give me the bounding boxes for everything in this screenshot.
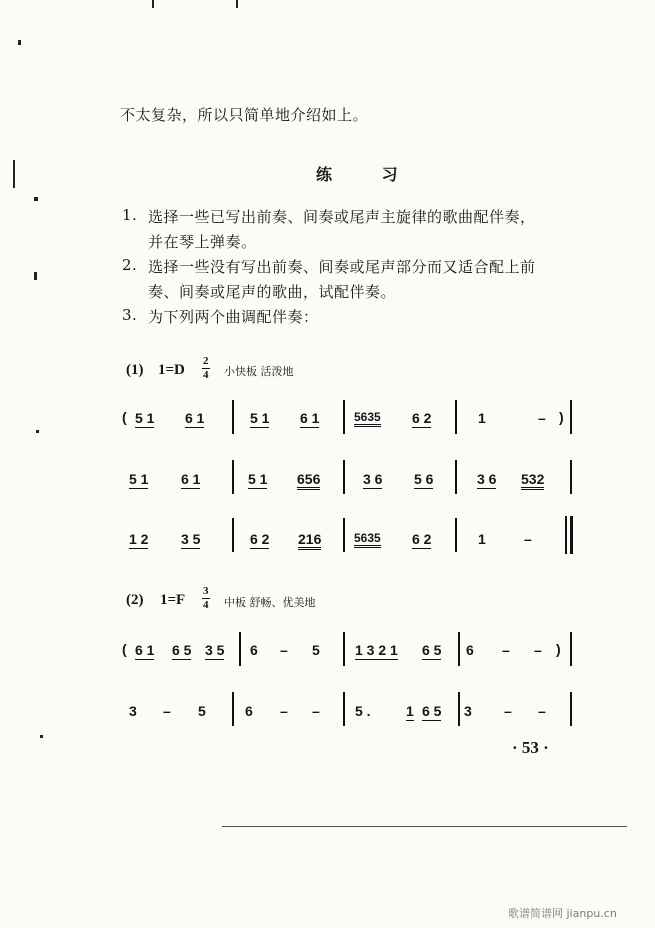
barline xyxy=(232,692,234,726)
section-title: 练 习 xyxy=(316,165,420,184)
tune1-r3-m4-b: – xyxy=(524,531,532,547)
tune1-r2-m3-a: 3 6 xyxy=(363,471,383,487)
exercise-2-line1: 选择一些没有写出前奏、间奏或尾声部分而又适合配上前 xyxy=(148,258,536,276)
tune2-r1-m1-b: 6 5 xyxy=(172,642,192,658)
tune2-time-bottom: 4 xyxy=(203,599,209,611)
barline xyxy=(343,460,345,494)
tune1-r1-m1-a: 5 1 xyxy=(135,410,155,426)
barline xyxy=(343,632,345,666)
tune2-r1-m4-a: 6 xyxy=(466,642,474,658)
tune2-r1-m3-b: 6 5 xyxy=(422,642,442,658)
intro-line: 不太复杂，所以只简单地介绍如上。 xyxy=(120,106,369,124)
tune1-r2-m2-a: 5 1 xyxy=(248,471,268,487)
tune1-r2-m2-b: 656 xyxy=(297,471,320,490)
tune2-r2-m3-c: 6 5 xyxy=(422,703,442,719)
margin-mark xyxy=(34,197,38,201)
tune1-r2-m4-b: 532 xyxy=(521,471,544,490)
barline xyxy=(232,400,234,434)
barline xyxy=(570,632,572,666)
tune2-r1-m4-b: – xyxy=(502,642,510,658)
bottom-rule xyxy=(222,826,627,827)
tune2-r1-m2-c: 5 xyxy=(312,642,320,658)
page-number: · 53 · xyxy=(512,738,549,757)
tune1-r3-m1-b: 3 5 xyxy=(181,531,201,547)
barline xyxy=(343,692,345,726)
final-barline-thin xyxy=(565,516,567,554)
tune2-r2-m4-a: 3 xyxy=(464,703,472,719)
margin-mark xyxy=(13,160,15,188)
exercise-1-number: 1. xyxy=(122,206,138,224)
tune1-r1-m3-b: 6 2 xyxy=(412,410,432,426)
margin-mark xyxy=(18,40,21,45)
margin-mark xyxy=(36,430,39,433)
tune2-r2-m4-c: – xyxy=(538,703,546,719)
tune1-r1-m3-a: 5635 xyxy=(354,410,381,427)
tune2-r2-m3-a: 5 . xyxy=(355,703,371,719)
final-barline-thick xyxy=(570,516,573,554)
tune2-row1-open-paren: ( xyxy=(122,641,127,657)
tune1-r1-m2-a: 5 1 xyxy=(250,410,270,426)
barline xyxy=(232,460,234,494)
barline xyxy=(570,400,572,434)
tune1-key: 1=D xyxy=(158,362,185,378)
tune2-r1-m1-a: 6 1 xyxy=(135,642,155,658)
tune2-label: (2) xyxy=(126,592,144,608)
tune1-r1-m4-b: – xyxy=(538,410,546,426)
tune2-r2-m1-a: 3 xyxy=(129,703,137,719)
tune2-time-top: 3 xyxy=(203,585,209,597)
tune2-r2-m2-c: – xyxy=(312,703,320,719)
tune2-r1-m3-a: 1 3 2 1 xyxy=(355,642,398,658)
tune1-time-top: 2 xyxy=(203,355,209,367)
tune2-r2-m4-b: – xyxy=(504,703,512,719)
barline xyxy=(343,518,345,552)
tune1-r2-m4-a: 3 6 xyxy=(477,471,497,487)
barline xyxy=(455,460,457,494)
tune2-row1-close-paren: ) xyxy=(556,641,561,657)
tune2-r1-m2-b: – xyxy=(280,642,288,658)
tune1-r2-m1-b: 6 1 xyxy=(181,471,201,487)
tune2-r2-m2-b: – xyxy=(280,703,288,719)
tune2-r1-m4-c: – xyxy=(534,642,542,658)
barline xyxy=(458,692,460,726)
barline xyxy=(570,460,572,494)
tune1-r3-m2-b: 216 xyxy=(298,531,321,550)
tune1-r1-m1-b: 6 1 xyxy=(185,410,205,426)
tune2-r2-m1-c: 5 xyxy=(198,703,206,719)
tune1-r1-m2-b: 6 1 xyxy=(300,410,320,426)
margin-mark xyxy=(40,735,43,738)
top-edge-mark xyxy=(236,0,238,8)
tune1-r3-m4-a: 1 xyxy=(478,531,486,547)
tune2-r2-m1-b: – xyxy=(163,703,171,719)
tune1-r3-m3-b: 6 2 xyxy=(412,531,432,547)
tune2-key: 1=F xyxy=(160,592,186,608)
barline xyxy=(455,518,457,552)
tune1-r3-m2-a: 6 2 xyxy=(250,531,270,547)
barline xyxy=(239,632,241,666)
exercise-3-line1: 为下列两个曲调配伴奏： xyxy=(148,308,319,326)
exercise-1-line1: 选择一些已写出前奏、间奏或尾声主旋律的歌曲配伴奏， xyxy=(148,208,536,226)
tune1-time-bottom: 4 xyxy=(203,369,209,381)
barline xyxy=(455,400,457,434)
tune1-tempo: 小快板 活泼地 xyxy=(224,365,294,378)
barline xyxy=(458,632,460,666)
tune1-row1-open-paren: ( xyxy=(122,409,127,425)
tune2-tempo: 中板 舒畅、优美地 xyxy=(224,596,316,609)
top-edge-mark xyxy=(152,0,154,8)
tune2-r1-m1-c: 3 5 xyxy=(205,642,225,658)
tune2-r2-m2-a: 6 xyxy=(245,703,253,719)
tune1-r3-m1-a: 1 2 xyxy=(129,531,149,547)
tune1-r1-m4-a: 1 xyxy=(478,410,486,426)
tune1-r3-m3-a: 5635 xyxy=(354,531,381,548)
margin-mark xyxy=(34,272,37,280)
tune1-r2-m3-b: 5 6 xyxy=(414,471,434,487)
barline xyxy=(232,518,234,552)
barline xyxy=(570,692,572,726)
barline xyxy=(343,400,345,434)
exercise-1-line2: 并在琴上弹奏。 xyxy=(148,233,257,251)
tune2-r2-m3-b: 1 xyxy=(406,703,414,719)
watermark: 歌谱简谱网 jianpu.cn xyxy=(508,907,617,920)
tune1-r2-m1-a: 5 1 xyxy=(129,471,149,487)
tune2-r1-m2-a: 6 xyxy=(250,642,258,658)
exercise-2-number: 2. xyxy=(122,256,138,274)
exercise-3-number: 3. xyxy=(122,306,138,324)
exercise-2-line2: 奏、间奏或尾声的歌曲，试配伴奏。 xyxy=(148,283,397,301)
tune1-label: (1) xyxy=(126,362,144,378)
tune1-row1-close-paren: ) xyxy=(559,409,564,425)
